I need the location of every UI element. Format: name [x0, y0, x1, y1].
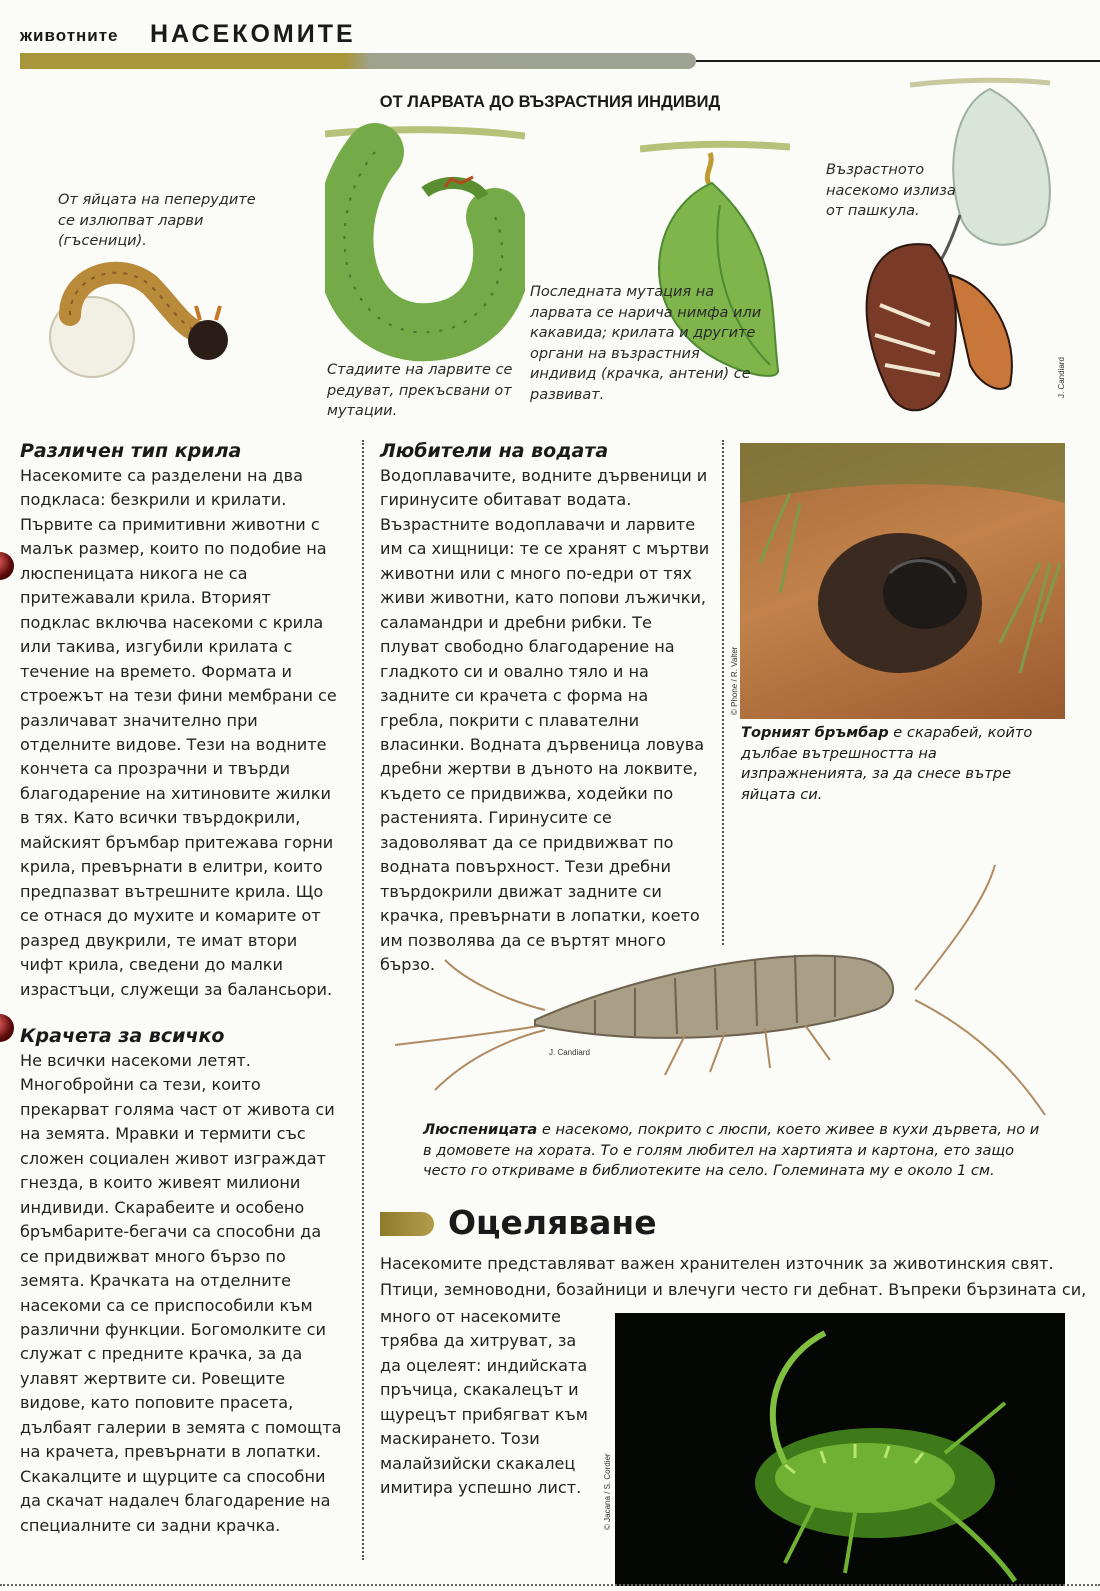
paragraph-water: Водоплавачите, водните дървеници и гиринусите обитават водата. Възрастните водоплавачи и ларвите им са хищници: те се хранят с мъртви животни или с много по-едри от тях живи животни, като попови лъжички, саламандри и дребни рибки. Те плуват свободно благодарение на гладкото си и овално тяло и на задните си крачета с форма на гребла, покрити с плавателни власинки. Водната дървеница ловува дребни жертви в дъното на локвите, където се придвижва, ходейки по растенията. Гиринусите се задоволяват да се придвижват по водната повърхност. Тези дребни твърдокрили движат задните си крачка, превърнати в лопатки, което им позволява да се въртят много бързо. [380, 466, 710, 975]
beetle-caption-text: е скарабей, който дълбае вътрешността на изпражненията, за да снесе вътре яйцата си. [741, 724, 1033, 803]
survival-line-2: Птици, земноводни, бозайници и влечуги често ги дебнат. Въпреки бързината си, [380, 1280, 1087, 1299]
heading-wings: Различен тип крила [20, 440, 242, 462]
caption-adult: Възрастното насекомо излиза от пашкула. [826, 162, 956, 219]
silverfish-caption-bold: Люспеницата [423, 1121, 538, 1138]
paragraph-wings: Насекомите са разделени на два подкласа: безкрили и крилати. Първите са примитивни животни с малък размер, които по подобие на люспеницата никога не са притежавали крила. Вторият подклас включва насекоми с крила или такива, изгубили крилата с течение на времето. Формата и строежът на тези фини мембрани се различават значително при отделните видове. Тези на водните кончета са прозрачни и твърди благодарение на хитиновите жилки в тях. Като всички твърдокрили, майският бръмбар притежава горни крила, превърнати в елитри, които предпазват вътрешните крила. Що се отнася до мухите и комарите от разред двукрили, те имат втори чифт крила, сведени до малки израстъци, служещи за балансьори. [20, 466, 337, 999]
caterpillar-illustration [325, 122, 525, 362]
bullet-marker [0, 1014, 14, 1042]
heading-water: Любители на водата [380, 440, 609, 462]
section-marker [380, 1212, 434, 1236]
beetle-caption [741, 723, 1066, 805]
silverfish-caption-text: е насекомо, покрито с люспи, което живее в кухи дървета, но и в домовете на хората. То е голям любител на хартията и картона, ето защо често го откриваме в библиотеките на село. Големината му е около 1 см. [423, 1121, 1040, 1179]
dung-beetle-photo [740, 443, 1065, 719]
egg-larva-illustration [30, 255, 240, 390]
caption-egg: От яйцата на пеперудите се излюпват ларви (гъсеници). [58, 192, 256, 249]
header-bar [20, 53, 696, 69]
caption-larva: Стадиите на ларвите се редуват, прекъсвани от мутации. [327, 362, 513, 419]
dung-beetle-image [740, 443, 1065, 719]
katydid-image [615, 1313, 1065, 1586]
column-divider [362, 440, 364, 1560]
survival-paragraph: много от насекомите трябва да хитруват, за да оцелеят: индийската пръчица, скакалецът и щурецът прибягват към маскирането. Този малайзийски скакалец имитира успешно лист. [380, 1307, 588, 1498]
survival-line-1: Насекомите представляват важен хранителен източник за животинския свят. [380, 1254, 1054, 1273]
lifecycle-credit: J. Candiard [1057, 357, 1066, 398]
survival-heading: Оцеляване [448, 1203, 657, 1242]
silverfish-credit: J. Candiard [549, 1048, 590, 1057]
silverfish-illustration [395, 860, 1055, 1120]
beetle-caption-bold: Торният бръмбар [741, 724, 889, 741]
page-title: НАСЕКОМИТЕ [150, 20, 356, 48]
heading-legs: Крачета за всичко [20, 1025, 225, 1047]
header-rule [696, 60, 1100, 62]
silverfish-caption [423, 1120, 1043, 1182]
bullet-marker [0, 552, 14, 580]
paragraph-legs: Не всички насекоми летят. Многобройни са тези, които прекарват голяма част от живота си на земята. Мравки и термити със сложен социален живот изграждат гнезда, в които живеят милиони индивиди. Скарабеите и особено бръмбарите-бегачи са способни да се придвижват много бързо по земята. Крачката на отделните насекоми са се приспособили към различни функции. Богомолките си служат с предните крачка, за да улавят жертвите си. Ровещите видове, като поповите прасета, дълбаят галерии в земята с помощта на крачета, превърнати в лопатки. Скакалците и щурците са способни да скачат надалеч благодарение на специалните си задни крачка. [20, 1051, 342, 1535]
butterfly-illustration [850, 75, 1060, 425]
page-bottom-rule [0, 1584, 1100, 1586]
beetle-credit: © Phone / R. Valter [730, 646, 739, 715]
katydid-credit: © Jacana / S. Cordier [603, 1453, 612, 1530]
lifecycle-title: ОТ ЛАРВАТА ДО ВЪЗРАСТНИЯ ИНДИВИД [379, 93, 721, 111]
section-label: животните [20, 26, 119, 45]
katydid-photo [615, 1313, 1065, 1586]
caption-nymph: Последната мутация на ларвата се нарича нимфа или какавида; крилата и другите органи на възрастния индивид (крачка, антени) се развиват. [530, 284, 762, 403]
